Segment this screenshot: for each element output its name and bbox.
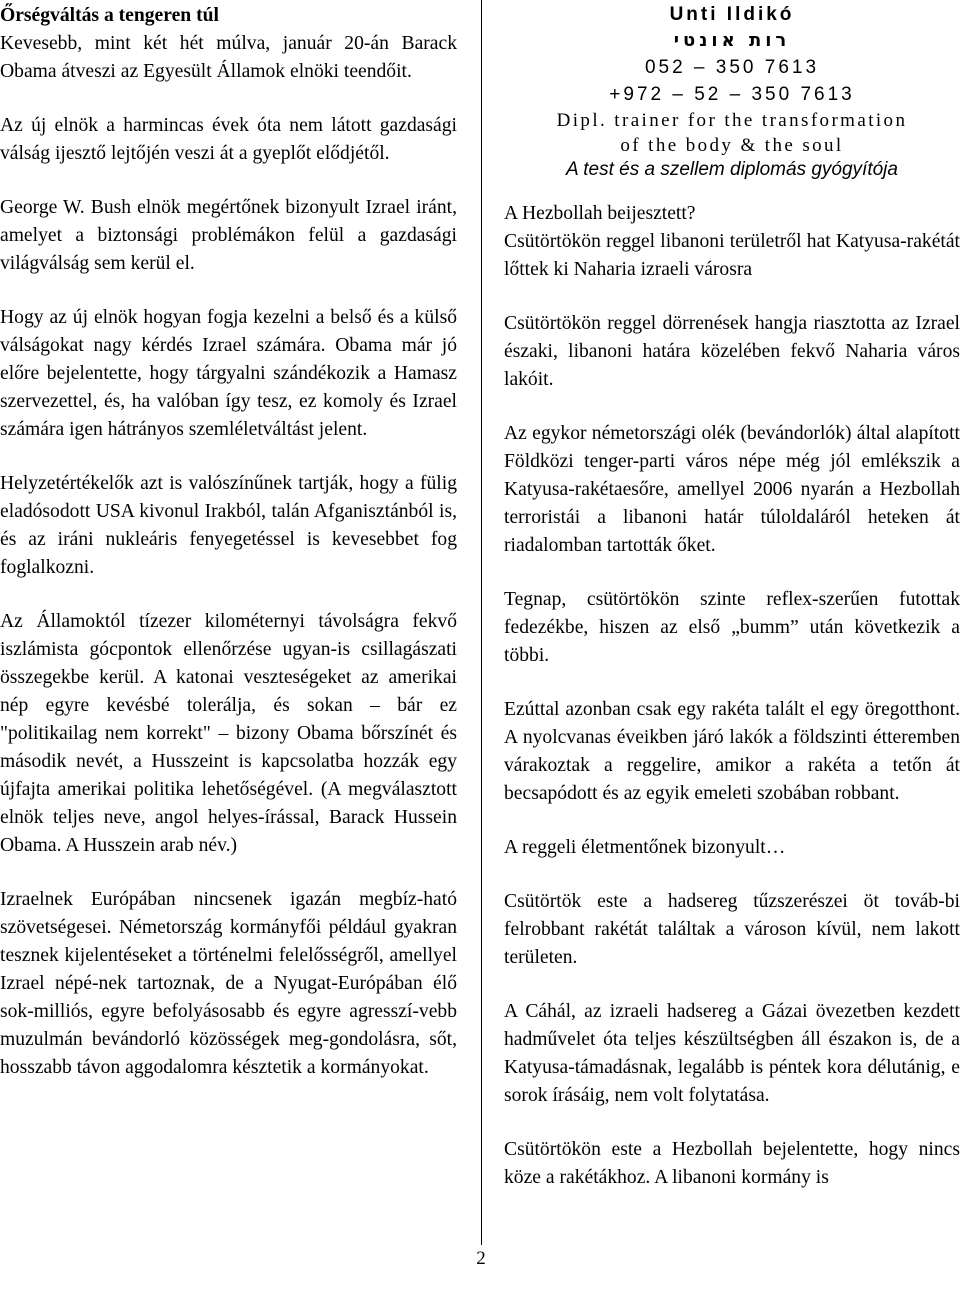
left-column [0,0,457,1082]
article-paragraph: Az Államoktól tízezer kilométernyi távolságra fekvő iszlámista gócpontok ellenőrzése ugyan-is csillagászati összegekbe kerül. A katonai veszteségeket az amerikai nép egyre kevésbé tolerálja, és sokan – bár ez "politikailag nem korrekt" – bizony Obama bőrszínét és második nevét, a Husszeint is kapcsolatba hozzák egy újfajta amerikai politika lehetőségével. (A megválasztott elnök teljes neve, angol helyes-írással, Barack Hussein Obama. A Husszein arab név.) [0,611,457,856]
article-paragraph: A reggeli életmentőnek bizonyult… [504,837,786,858]
article-paragraph: Kevesebb, mint két hét múlva, január 20-án Barack Obama átveszi az Egyesült Államok elnöki teendőit. [0,33,457,82]
page-number: 2 [476,1248,486,1269]
card-name-hebrew: רות אונטי [673,30,791,51]
article-paragraph: A Cáhál, az izraeli hadsereg a Gázai övezetben kezdett hadművelet óta teljes készültségben áll északon is, de a Katyusa-támadásnak, legalább is péntek kora délutánig, e sorok írásáig, nem volt folytatása. [504,1001,960,1106]
section-headline: Csütörtökön reggel libanoni területről hat Katyusa-rakétát lőttek ki Naharia izraeli városra [504,231,960,280]
card-name: Unti Ildikó [669,4,795,25]
card-phone-intl: +972 – 52 – 350 7613 [609,84,855,105]
article-paragraph: Csütörtök este a hadsereg tűzszerészei öt továb-bi felrobbant rakétát találtak a városon kívül, nem lakott területen. [504,891,960,968]
article-title: Őrségváltás a tengeren túl [0,5,219,26]
card-title-line-1: Dipl. trainer for the transformation [556,110,908,131]
article-paragraph: Izraelnek Európában nincsenek igazán megbíz-ható szövetségesei. Németország kormányfői például gyakran tesznek kijelentéseket a történelmi felelősségről, amellyel Izrael népé-nek tartoznak, de a Nyugat-Európában élő sok-milliós, egyre befolyásosabb és egyre agresszí-vebb muzulmán bevándorló közösségek meg-gondolásra, sőt, hosszabb távon aggodalomra késztetik a kormányokat. [0,889,457,1078]
card-phone-local: 052 – 350 7613 [644,57,820,78]
article-paragraph: Ezúttal azonban csak egy rakéta talált el egy öregotthont. A nyolcvanas éveikben járó lakók a földszinti étteremben várakoztak a reggelire, amikor a rakéta a tetőn át becsapódott és az egyik emeleti szobában robbant. [504,699,960,804]
section-heading: A Hezbollah beijesztett? [504,203,696,224]
article-paragraph: Csütörtökön reggel dörrenések hangja riasztotta az Izrael északi, libanoni határa közelében fekvő Naharia város lakóit. [504,313,960,390]
article-paragraph: Az új elnök a harmincas évek óta nem látott gazdasági válság ijesztő lejtőjén veszi át a gyeplőt elődjétől. [0,115,457,164]
business-card [504,2,960,182]
article-paragraph: Helyzetértékelők azt is valószínűnek tartják, hogy a fülig eladósodott USA kivonul Irakból, talán Afganisztánból is, és az iráni nukleáris fenyegetéssel is kevesebbet fog foglalkozni. [0,473,457,578]
card-title-hungarian: A test és a szellem diplomás gyógyítója [566,159,898,180]
card-title-line-2: of the body & the soul [620,135,844,156]
right-column [504,200,960,1192]
article-paragraph: Hogy az új elnök hogyan fogja kezelni a belső és a külső válságokat nagy kérdés Izrael számára. Obama már jó előre bejelentette, hogy tárgyalni szándékozik a Hamasz szervezettel, és, ha valóban így tesz, ez komoly és Izrael számára igen hátrányos szemléletváltást jelent. [0,307,457,440]
article-paragraph: Tegnap, csütörtökön szinte reflex-szerűen futottak fedezékbe, hiszen az első „bumm” után következik a többi. [504,589,960,666]
article-paragraph: Csütörtökön este a Hezbollah bejelentette, hogy nincs köze a rakétákhoz. A libanoni kormány is [504,1139,960,1188]
article-paragraph: Az egykor németországi olék (bevándorlók) által alapított Földközi tenger-parti város népe még jól emlékszik a Katyusa-rakétaesőre, amellyel 2006 nyarán a Hezbollah terroristái a libanoni határ túloldaláról heteken át riadalomban tartották őket. [504,423,960,556]
column-divider [481,0,482,1245]
article-paragraph: George W. Bush elnök megértőnek bizonyult Izrael iránt, amelyet a biztonsági problémákon felül a gazdasági világválság sem kerül el. [0,197,457,274]
